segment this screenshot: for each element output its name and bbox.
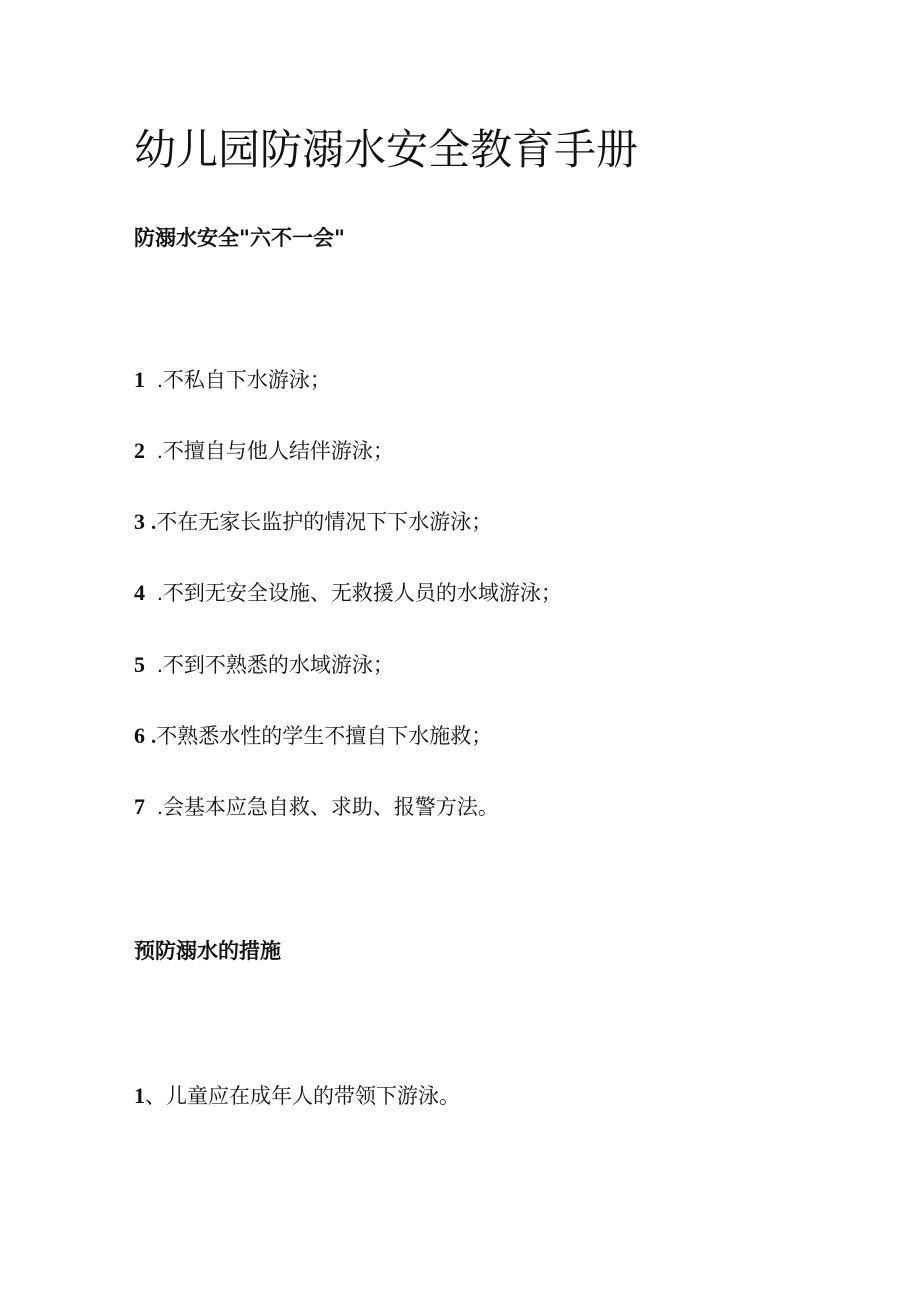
list-item [134,792,499,823]
list-item [134,721,492,751]
list-item-text: 不私自下水游泳； [162,368,331,392]
list-item-separator: . [151,510,157,534]
list-item-separator: . [157,440,163,463]
list-item [134,1081,460,1111]
list-item-text: 会基本应急自救、求助、报警方法。 [162,795,499,819]
list-item-text: 儿童应在成年人的带领下游泳。 [166,1084,460,1108]
list-item-separator: 、 [145,1084,166,1108]
list-item [134,436,394,467]
list-item-number: 7 [134,794,145,819]
list-item-number: 1 [134,367,145,392]
list-item-number: 1 [134,1083,145,1108]
list-item-separator: . [157,796,163,819]
list-item-separator: . [157,654,163,677]
section-heading-six-nots: 防溺水安全"六不一会" [134,226,345,250]
list-item [134,578,562,609]
list-item [134,365,331,396]
list-item [134,650,394,681]
list-item-separator: . [157,369,163,392]
list-item-separator: . [151,724,157,748]
list-item-number: 2 [134,438,145,463]
list-item-number: 3 [134,509,145,534]
list-item-text: 不擅自与他人结伴游泳； [162,439,394,463]
list-item-number: 6 [134,723,145,748]
list-item-text: 不到无安全设施、无救援人员的水域游泳； [162,581,562,605]
document-title: 幼儿园防溺水安全教育手册 [134,125,639,174]
list-item-separator: . [157,582,163,605]
list-item-text: 不在无家长监护的情况下下水游泳； [156,510,493,534]
section-heading-prevention-measures: 预防溺水的措施 [134,939,281,963]
list-item-number: 4 [134,580,145,605]
list-item-text: 不熟悉水性的学生不擅自下水施救； [156,724,493,748]
list-item [134,507,492,537]
list-item-number: 5 [134,652,145,677]
list-item-text: 不到不熟悉的水域游泳； [162,653,394,677]
